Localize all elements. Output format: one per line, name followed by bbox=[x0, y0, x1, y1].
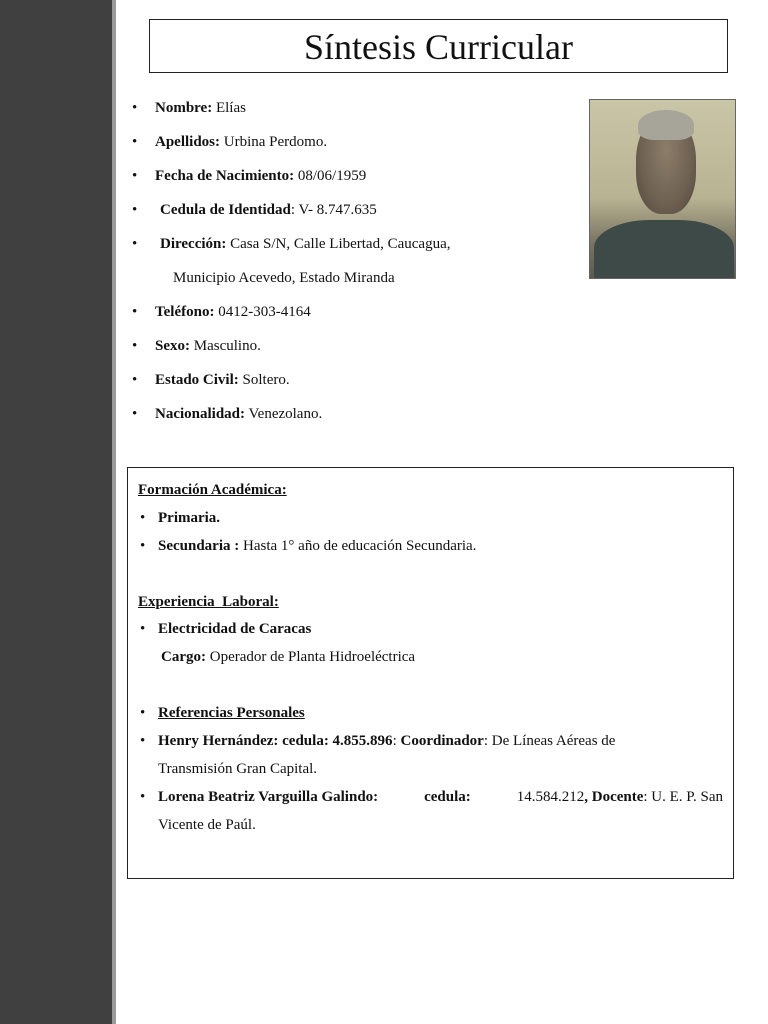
ref1-desc: : De Líneas Aéreas de bbox=[483, 733, 616, 749]
ref2-cedula-value: 14.584.212 bbox=[516, 789, 585, 805]
direccion-continuation bbox=[132, 264, 572, 298]
telefono-label: Teléfono: bbox=[155, 304, 215, 320]
referencia-2-cont bbox=[138, 811, 723, 839]
ref1-cont: Transmisión Gran Capital. bbox=[158, 761, 318, 777]
background-section-box bbox=[127, 467, 734, 879]
direccion-value: Casa S/N, Calle Libertad, Caucagua, bbox=[226, 236, 451, 252]
ref2-cedula-group bbox=[517, 783, 723, 811]
referencia-2 bbox=[138, 783, 723, 811]
experiencia-heading-text: Experiencia Laboral: bbox=[138, 594, 279, 610]
cargo-value: Operador de Planta Hidroeléctrica bbox=[206, 649, 416, 665]
referencia-1-cont bbox=[138, 755, 723, 783]
empresa-text: Electricidad de Caracas bbox=[158, 621, 312, 637]
experiencia-cargo bbox=[138, 643, 723, 671]
apellidos-label: Apellidos: bbox=[155, 134, 221, 150]
telefono-value: 0412-303-4164 bbox=[214, 304, 311, 320]
formacion-heading-text: Formación Académica: bbox=[138, 482, 287, 498]
ref2-cont: Vicente de Paúl. bbox=[158, 817, 256, 833]
direccion-label: Dirección: bbox=[160, 236, 227, 252]
fecha-value: 08/06/1959 bbox=[294, 168, 367, 184]
ref2-desc: : U. E. P. San bbox=[643, 789, 723, 805]
nombre-label: Nombre: bbox=[155, 100, 213, 116]
ref1-sep: : bbox=[392, 733, 401, 749]
ref1-name: Henry Hernández: cedula: 4.855.896 bbox=[158, 733, 393, 749]
estado-value: Soltero. bbox=[238, 372, 290, 388]
cedula-value: : V- 8.747.635 bbox=[290, 202, 377, 218]
experiencia-empresa bbox=[138, 615, 723, 643]
secundaria-label: Secundaria : bbox=[158, 538, 240, 554]
apellidos-value: Urbina Perdomo. bbox=[220, 134, 328, 150]
sidebar-edge bbox=[112, 0, 116, 1024]
cargo-label: Cargo: bbox=[161, 649, 206, 665]
nacionalidad-label: Nacionalidad: bbox=[155, 406, 246, 422]
list-item-nacionalidad bbox=[132, 400, 572, 434]
photo-body-shape bbox=[594, 220, 734, 279]
sexo-value: Masculino. bbox=[190, 338, 261, 354]
ref1-role: Coordinador bbox=[400, 733, 484, 749]
list-item-apellidos bbox=[132, 128, 572, 162]
primaria-text: Primaria. bbox=[158, 510, 221, 526]
cedula-label: Cedula de Identidad bbox=[160, 202, 291, 218]
profile-photo bbox=[589, 99, 736, 279]
list-item-telefono bbox=[132, 298, 572, 332]
list-item-sexo bbox=[132, 332, 572, 366]
formacion-secundaria bbox=[138, 532, 723, 560]
experiencia-heading bbox=[138, 588, 723, 616]
referencias-heading bbox=[138, 699, 723, 727]
nombre-value: Elías bbox=[212, 100, 246, 116]
ref2-name: • Lorena Beatriz Varguilla Galindo: bbox=[158, 789, 379, 805]
ref2-role: , Docente bbox=[584, 789, 644, 805]
estado-label: Estado Civil: bbox=[155, 372, 239, 388]
referencia-1 bbox=[138, 727, 723, 755]
ref2-cedula-label: cedula: bbox=[424, 789, 471, 805]
formacion-primaria bbox=[138, 504, 723, 532]
referencias-heading-text: Referencias Personales bbox=[158, 705, 305, 721]
nacionalidad-value: Venezolano. bbox=[245, 406, 323, 422]
formacion-heading bbox=[138, 476, 723, 504]
document-title: Síntesis Curricular bbox=[149, 19, 728, 73]
fecha-label: Fecha de Nacimiento: bbox=[155, 168, 295, 184]
list-item-direccion bbox=[132, 230, 572, 264]
left-sidebar-bar bbox=[0, 0, 112, 1024]
photo-hair-shape bbox=[638, 110, 694, 140]
sexo-label: Sexo: bbox=[155, 338, 190, 354]
list-item-estado-civil bbox=[132, 366, 572, 400]
list-item-nombre bbox=[132, 94, 572, 128]
list-item-fecha-nacimiento bbox=[132, 162, 572, 196]
direccion-cont-text: Municipio Acevedo, Estado Miranda bbox=[173, 270, 395, 286]
list-item-cedula bbox=[132, 196, 572, 230]
personal-data-list bbox=[132, 94, 572, 434]
secundaria-value: Hasta 1° año de educación Secundaria. bbox=[239, 538, 477, 554]
